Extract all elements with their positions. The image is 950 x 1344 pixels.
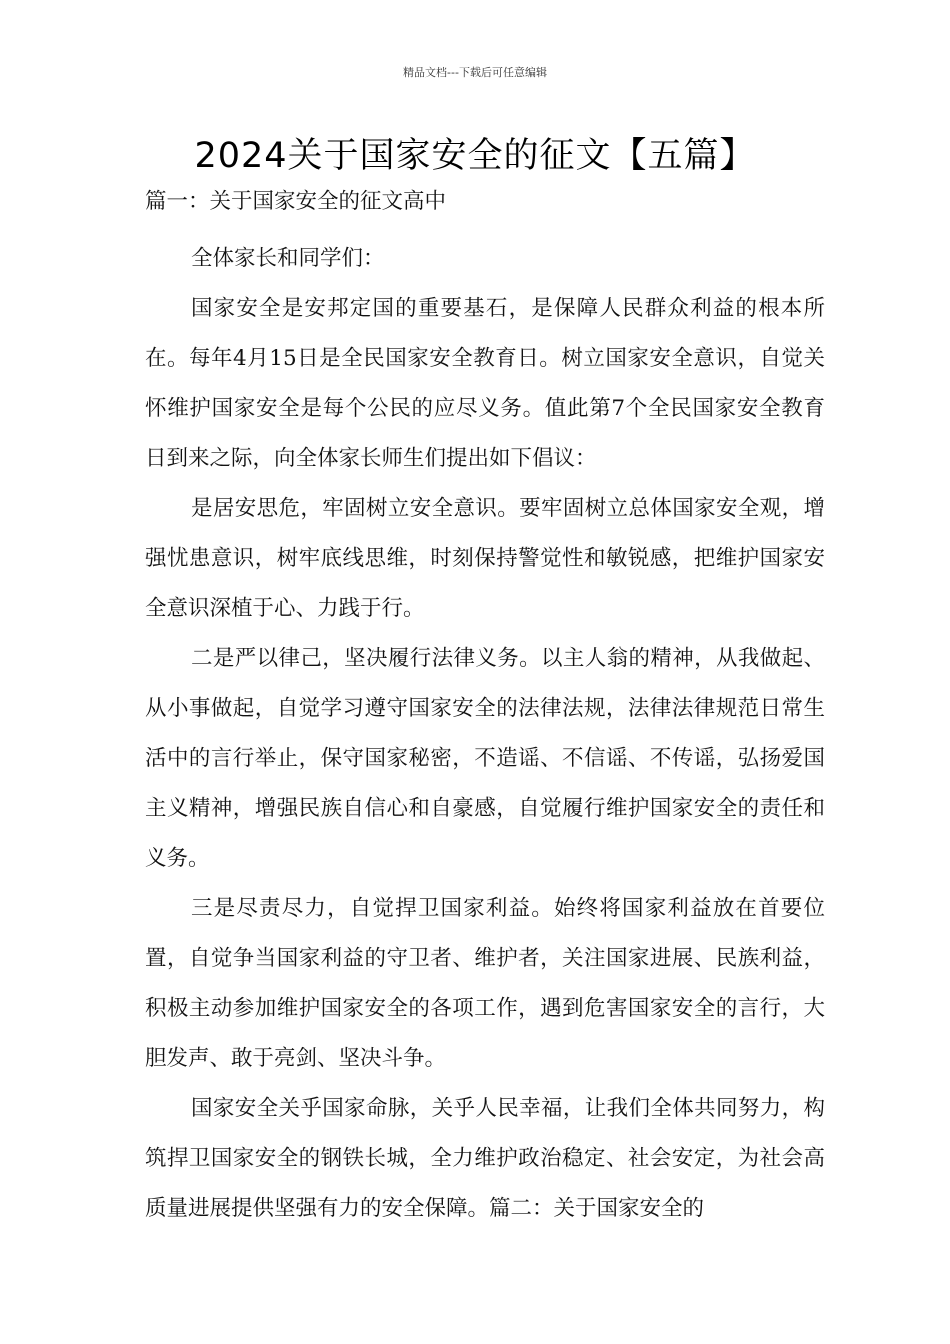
paragraph-1: 国家安全是安邦定国的重要基石，是保障人民群众利益的根本所在。每年4月15日是全民国家安全教育日。树立国家安全意识，自觉关怀维护国家安全是每个公民的应尽义务。值此第7个全民国家安全教育日到来之际，向全体家长师生们提出如下倡议： [145, 296, 825, 471]
paragraph-4: 三是尽责尽力，自觉捍卫国家利益。始终将国家利益放在首要位置，自觉争当国家利益的守卫者、维护者，关注国家进展、民族利益，积极主动参加维护国家安全的各项工作，遇到危害国家安全的言行，大胆发声、敢于亮剑、坚决斗争。 [145, 896, 825, 1071]
header-note: 精品文档---下载后可任意编辑 [403, 66, 547, 79]
greeting-line: 全体家长和同学们： [191, 246, 385, 271]
paragraph-5: 国家安全关乎国家命脉，关乎人民幸福，让我们全体共同努力，构筑捍卫国家安全的钢铁长城，全力维护政治稳定、社会安定，为社会高质量进展提供坚强有力的安全保障。篇二：关于国家安全的 [145, 1096, 825, 1221]
document-body [145, 182, 825, 1234]
document-title: 2024关于国家安全的征文【五篇】 [194, 136, 756, 176]
section-heading: 篇一：关于国家安全的征文高中 [145, 189, 447, 214]
paragraph-2: 是居安思危，牢固树立安全意识。要牢固树立总体国家安全观，增强忧患意识，树牢底线思维，时刻保持警觉性和敏锐感，把维护国家安全意识深植于心、力践于行。 [145, 496, 825, 621]
paragraph-3: 二是严以律己，坚决履行法律义务。以主人翁的精神，从我做起、从小事做起，自觉学习遵守国家安全的法律法规，法律法律规范日常生活中的言行举止，保守国家秘密，不造谣、不信谣、不传谣，弘扬爱国主义精神，增强民族自信心和自豪感，自觉履行维护国家安全的责任和义务。 [145, 646, 825, 871]
